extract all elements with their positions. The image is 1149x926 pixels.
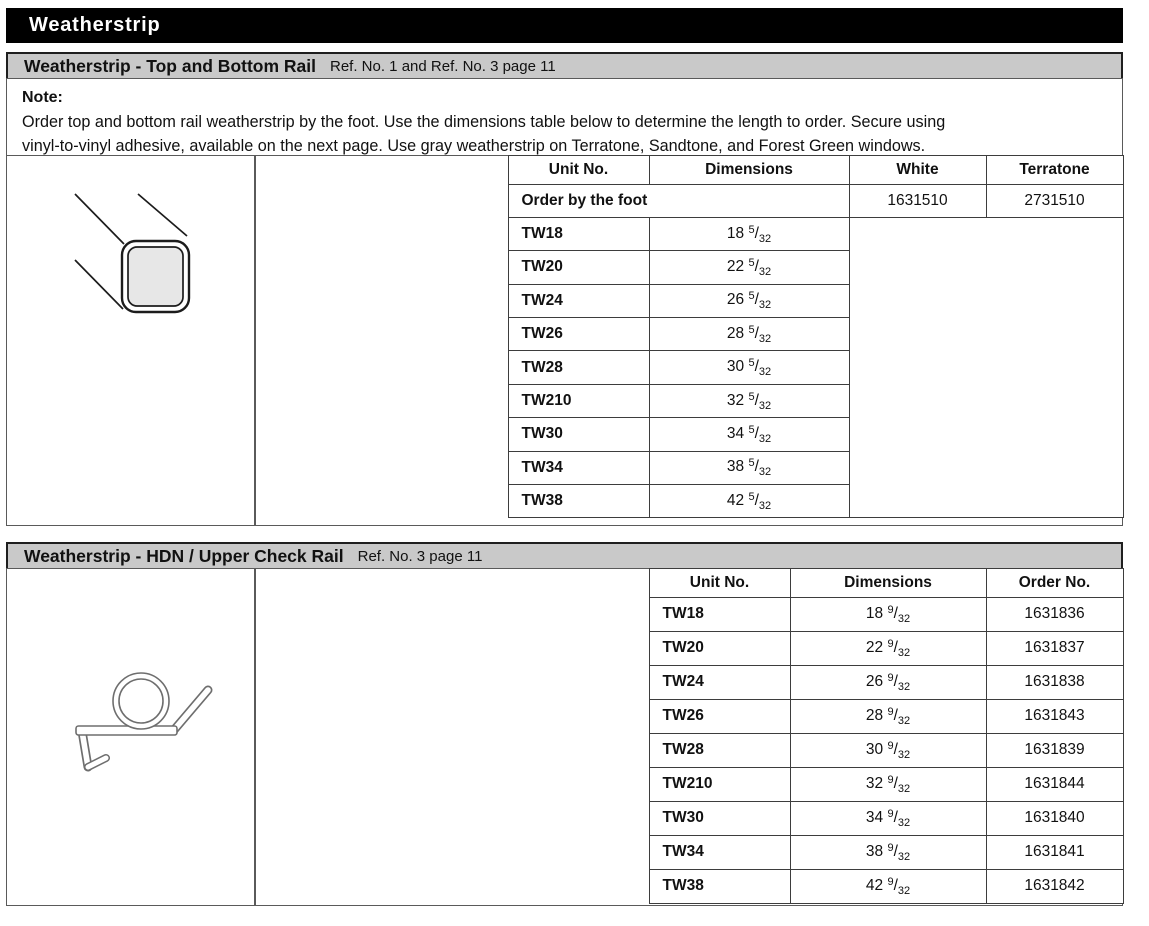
dimension-cell: 34 $^9/_{32}$	[790, 801, 986, 835]
column-header: White	[849, 155, 986, 184]
order-number-cell: 1631839	[986, 733, 1123, 767]
table-row	[649, 733, 1123, 767]
table-row	[649, 631, 1123, 665]
table-body	[508, 184, 1123, 518]
unit-cell: TW18	[508, 217, 649, 250]
section-title: Weatherstrip - Top and Bottom Rail	[24, 55, 316, 76]
table-row	[649, 835, 1123, 869]
table-row	[649, 801, 1123, 835]
table-head	[508, 155, 1123, 184]
dimension-cell: 28 $^9/_{32}$	[790, 699, 986, 733]
page-title: Weatherstrip	[29, 14, 161, 36]
table-row	[649, 597, 1123, 631]
note-label: Note:	[22, 89, 63, 106]
table-row	[508, 217, 1123, 250]
dimension-cell: 28 $^5/_{32}$	[649, 318, 849, 351]
column-divider	[254, 156, 256, 525]
order-number-cell: 1631843	[986, 699, 1123, 733]
order-number-cell: 1631836	[986, 597, 1123, 631]
column-divider	[254, 569, 256, 905]
hdn-upper-check-rail-table	[649, 568, 1124, 904]
white-order-number: 1631510	[849, 184, 986, 217]
column-header: Dimensions	[649, 155, 849, 184]
unit-cell: TW30	[508, 418, 649, 451]
order-number-cell: 1631838	[986, 665, 1123, 699]
unit-cell: TW38	[508, 485, 649, 518]
unit-cell: TW28	[508, 351, 649, 384]
dimension-cell: 22 $^5/_{32}$	[649, 251, 849, 284]
section-ref: Ref. No. 1 and Ref. No. 3 page 11	[330, 58, 556, 75]
order-by-foot-label: Order by the foot	[508, 184, 849, 217]
order-number-cell: 1631837	[986, 631, 1123, 665]
table-body	[649, 597, 1123, 903]
unit-cell: TW34	[508, 451, 649, 484]
section-title: Weatherstrip - HDN / Upper Check Rail	[24, 545, 344, 566]
section-bar-hdn-upper-check-rail	[6, 542, 1123, 570]
order-number-cell: 1631841	[986, 835, 1123, 869]
dimension-cell: 32 $^9/_{32}$	[790, 767, 986, 801]
unit-cell: TW24	[508, 284, 649, 317]
square-rail-profile-illustration	[7, 156, 254, 524]
order-number-cell: 1631842	[986, 869, 1123, 903]
dimension-cell: 34 $^5/_{32}$	[649, 418, 849, 451]
dimension-cell: 32 $^5/_{32}$	[649, 384, 849, 417]
dimension-cell: 38 $^5/_{32}$	[649, 451, 849, 484]
table-header-row	[649, 568, 1123, 597]
top-bottom-rail-table	[508, 155, 1124, 519]
terratone-order-number: 2731510	[986, 184, 1123, 217]
column-header: Unit No.	[508, 155, 649, 184]
column-header: Terratone	[986, 155, 1123, 184]
dimension-cell: 22 $^9/_{32}$	[790, 631, 986, 665]
unit-cell: TW18	[649, 597, 790, 631]
unit-cell: TW34	[649, 835, 790, 869]
table-header-row	[508, 155, 1123, 184]
note-box	[6, 78, 1123, 157]
page-content	[6, 8, 1123, 906]
table-row	[649, 869, 1123, 903]
column-header: Unit No.	[649, 568, 790, 597]
empty-color-columns-cell	[849, 217, 1123, 518]
unit-cell: TW38	[649, 869, 790, 903]
hdn-profile-illustration	[7, 569, 254, 904]
top-bottom-rail-content	[6, 155, 1123, 526]
unit-cell: TW20	[508, 251, 649, 284]
dimension-cell: 38 $^9/_{32}$	[790, 835, 986, 869]
table-row	[649, 699, 1123, 733]
unit-cell: TW210	[508, 384, 649, 417]
dimension-cell: 18 $^9/_{32}$	[790, 597, 986, 631]
hdn-upper-check-rail-content	[6, 568, 1123, 906]
table-row	[649, 767, 1123, 801]
unit-cell: TW24	[649, 665, 790, 699]
note-text-line-2: vinyl-to-vinyl adhesive, available on the next page. Use gray weatherstrip on Terratone, Sandtone, and Forest Green windows.	[22, 137, 926, 155]
note-text-line-1: Order top and bottom rail weatherstrip by the foot. Use the dimensions table below to determine the length to order. Secure using	[22, 113, 946, 131]
order-by-foot-row	[508, 184, 1123, 217]
order-number-cell: 1631844	[986, 767, 1123, 801]
page-header-bar	[6, 8, 1123, 43]
unit-cell: TW30	[649, 801, 790, 835]
dimension-cell: 42 $^5/_{32}$	[649, 485, 849, 518]
section-ref: Ref. No. 3 page 11	[357, 548, 483, 565]
unit-cell: TW26	[649, 699, 790, 733]
section-bar-top-bottom-rail	[6, 52, 1123, 80]
dimension-cell: 30 $^9/_{32}$	[790, 733, 986, 767]
dimension-cell: 18 $^5/_{32}$	[649, 217, 849, 250]
table-head	[649, 568, 1123, 597]
dimension-cell: 26 $^5/_{32}$	[649, 284, 849, 317]
column-header: Dimensions	[790, 568, 986, 597]
unit-cell: TW20	[649, 631, 790, 665]
table-row	[649, 665, 1123, 699]
unit-cell: TW26	[508, 318, 649, 351]
dimension-cell: 26 $^9/_{32}$	[790, 665, 986, 699]
order-number-cell: 1631840	[986, 801, 1123, 835]
column-header: Order No.	[986, 568, 1123, 597]
dimension-cell: 30 $^5/_{32}$	[649, 351, 849, 384]
unit-cell: TW210	[649, 767, 790, 801]
unit-cell: TW28	[649, 733, 790, 767]
dimension-cell: 42 $^9/_{32}$	[790, 869, 986, 903]
